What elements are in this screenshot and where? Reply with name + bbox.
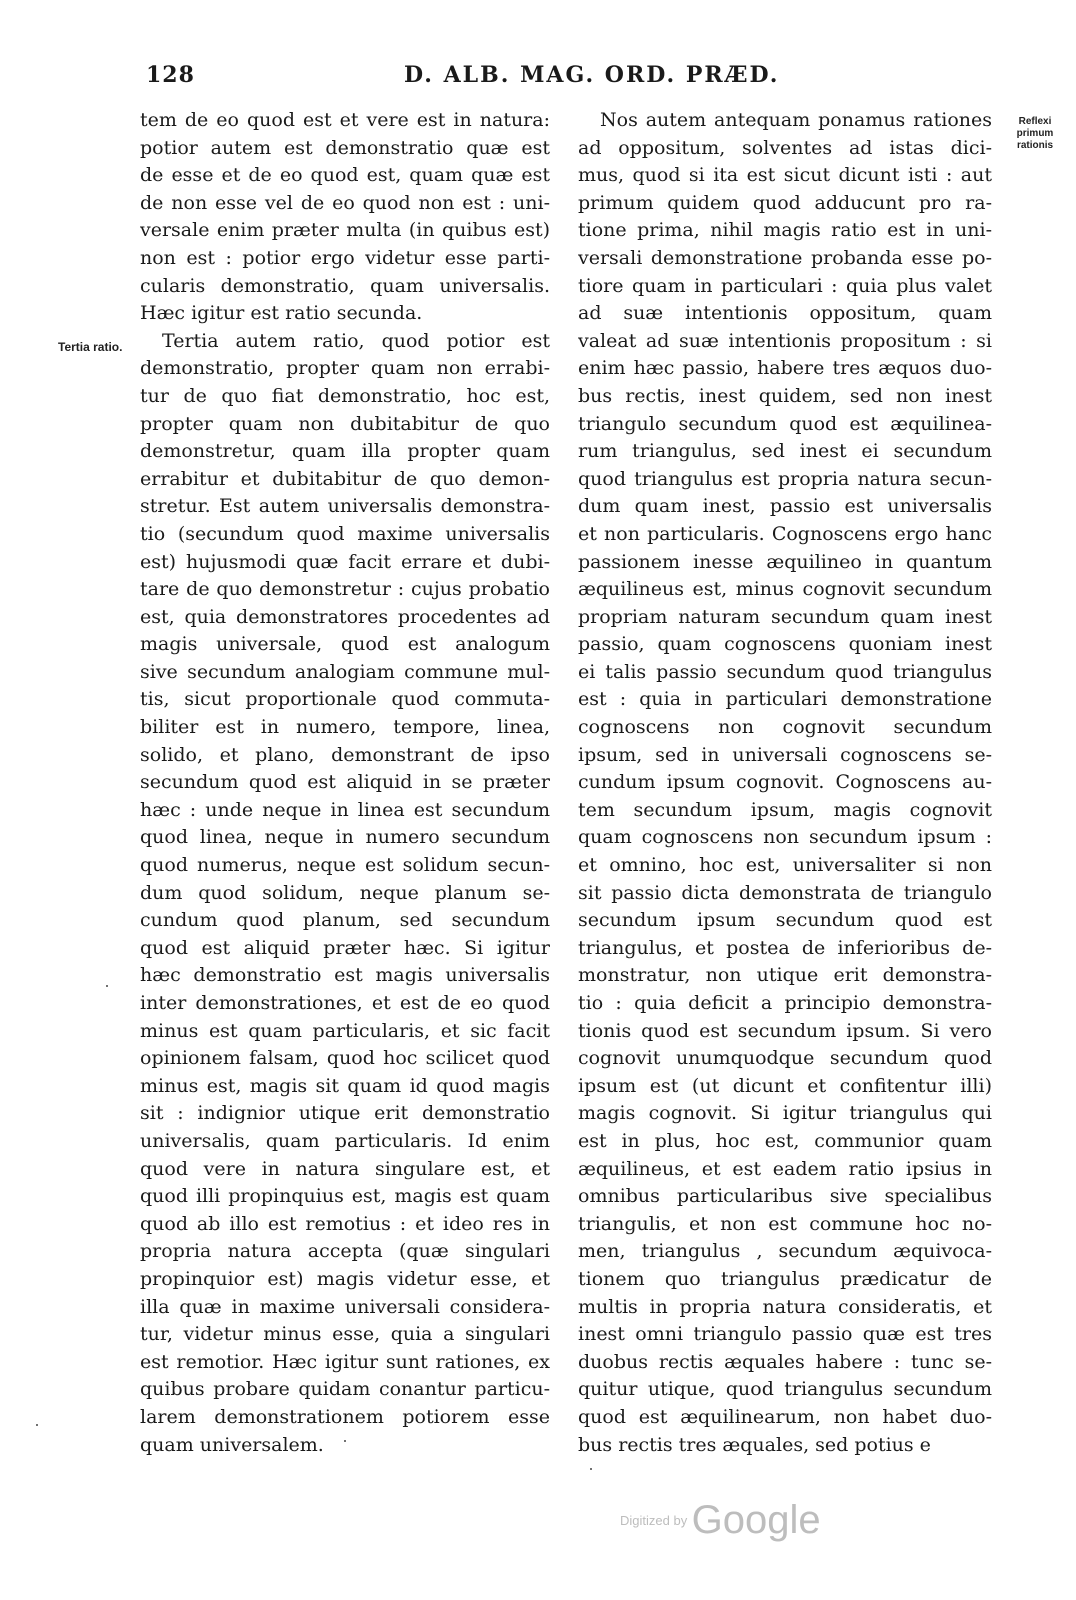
text-line: dum quam inest, passio est universalis [578,495,992,518]
text-line: secundum quod est aliquid in se præter [140,771,550,794]
text-line: monstratur, non utique erit demonstra- [578,964,992,987]
text-line: est) hujusmodi quæ facit errare et dubi- [140,550,550,573]
text-line: mus, quod si ita est sicut dicunt isti : aut [578,164,992,187]
text-line: quitur utique, quod triangulus secundum [578,1378,992,1401]
text-line: inest omni triangulo passio quæ est tres [578,1323,992,1346]
text-line: minus est quam particularis, et sic facit [140,1019,550,1042]
text-line: versale enim præter multa (in quibus est) [140,219,550,242]
right-text-column [578,107,992,1459]
text-line: tur, videtur minus esse, quia a singulari [140,1323,550,1346]
text-line: bus rectis, inest quidem, sed non inest [578,384,992,407]
text-line: primum quidem quod adducunt pro ra- [578,191,992,214]
text-line: secundum ipsum secundum quod est [578,909,992,932]
text-line: solido, et plano, demonstrant de ipso [140,743,550,766]
text-line: de esse et de eo quod est, quam quæ est [140,164,550,187]
text-line: tio (secundum quod maxime universalis [140,522,550,545]
text-line: multis in propria natura consideratis, et [578,1295,992,1318]
text-line: bus rectis tres æquales, sed potius e [578,1433,931,1456]
text-line: propriam naturam secundum quam inest [578,605,992,628]
text-line: passio, quam cognoscens quoniam inest [578,633,992,656]
text-line: non est : potior ergo videtur esse parti- [140,246,550,269]
scan-speck [590,1468,592,1470]
text-line: ad oppositum, solventes ad istas dici- [578,136,992,159]
text-line: errabitur et dubitabitur de quo demon- [140,467,550,490]
text-line: Nos autem antequam ponamus rationes [600,109,992,131]
text-line: quod est aliquid præter hæc. Si igitur [140,936,550,959]
text-line: quod linea, neque in numero secundum [140,826,550,849]
text-line: tio : quia deficit a principio demonstra- [578,992,992,1014]
text-line: inter demonstrationes, et est de eo quod [140,992,550,1014]
text-line: quod vere in natura singulare est, et [140,1157,550,1180]
text-line: et omnino, hoc est, universaliter si non [578,854,992,877]
text-line: tis, sicut proportionale quod commuta- [140,688,550,711]
text-line: quod ab illo est remotius : et ideo res in [140,1212,550,1235]
text-line: et non particularis. Cognoscens ergo hanc [578,522,992,545]
text-line: est remotior. Hæc igitur sunt rationes, ex [140,1350,550,1373]
margin-note-reflexi: Reflexi primum rationis [1016,116,1054,151]
text-line: rum triangulus, sed inest ei secundum [578,440,992,463]
text-line: quibus probare quidam conantur particu- [140,1378,550,1401]
text-line: opinionem falsam, quod hoc scilicet quod [140,1047,550,1070]
text-line: tionem quo triangulus prædicatur de [578,1267,992,1290]
text-line: quod numerus, neque est solidum secun- [140,854,550,877]
text-line: quod illi propinquius est, magis est quam [140,1185,550,1208]
text-line: cularis demonstratio, quam universalis. [140,274,550,297]
text-line: ei talis passio secundum quod triangulus [578,660,992,683]
text-line: cognoscens non cognovit secundum [578,716,992,739]
text-line: triangulis, et non est commune hoc no- [578,1212,992,1235]
digitized-by-google-watermark [620,1498,821,1543]
text-line: enim hæc passio, habere tres æquos duo- [578,357,992,380]
text-line: demonstretur, quam illa propter quam [140,440,550,463]
text-line: larem demonstrationem potiorem esse [140,1405,550,1428]
text-line: est in plus, hoc est, communior quam [578,1129,992,1152]
text-line: triangulus, et postea de inferioribus de- [578,936,992,959]
watermark-prefix: Digitized by [620,1513,688,1528]
page-number: 128 [146,62,195,88]
text-line: demonstratio, propter quam non errabi- [140,357,550,380]
text-line: magis cognovit. Si igitur triangulus qui [578,1102,992,1125]
text-line: tem de eo quod est et vere est in natura: [140,109,550,131]
text-line: quam universalem. [140,1433,324,1456]
text-line: cundum ipsum cognovit. Cognoscens au- [578,771,992,794]
text-line: versali demonstratione probanda esse po- [578,246,992,269]
scan-speck [36,1424,38,1426]
text-line: magis universale, quod est analogum [140,633,550,656]
text-line: stretur. Est autem universalis demonstra- [140,495,550,518]
text-line: duobus rectis æquales habere : tunc se- [578,1350,992,1373]
text-line: passionem inesse æquilineo in quantum [578,550,992,573]
scan-speck [106,985,108,987]
text-line: propter quam non dubitabitur de quo [140,412,550,435]
text-line: Tertia autem ratio, quod potior est [162,329,550,352]
text-line: tionis quod est secundum ipsum. Si vero [578,1019,992,1042]
text-line: æquilineus, et est eadem ratio ipsius in [578,1157,992,1180]
text-line: tiore quam in particulari : quia plus valet [578,274,992,297]
text-line: quod est æquilinearum, non habet duo- [578,1405,992,1428]
text-line: quod triangulus est propria natura secun- [578,467,992,490]
text-line: illa quæ in maxime universali considera- [140,1295,550,1318]
text-line: tione prima, nihil magis ratio est in uni- [578,219,992,242]
text-line: ipsum, sed in universali cognoscens se- [578,743,992,766]
text-line: ipsum est (ut dicunt et confitentur illi) [578,1074,992,1097]
text-line: cundum quod planum, sed secundum [140,909,550,932]
text-line: sit : indignior utique erit demonstratio [140,1102,550,1125]
running-head: D. ALB. MAG. ORD. PRÆD. [404,62,780,88]
text-line: tem secundum ipsum, magis cognovit [578,798,992,821]
text-line: triangulo secundum quod est æquilinea- [578,412,992,435]
text-line: quam cognoscens non secundum ipsum : [578,826,992,849]
text-line: minus est, magis sit quam id quod magis [140,1074,550,1097]
text-line: dum quod solidum, neque planum se- [140,881,550,904]
text-line: hæc : unde neque in linea est secundum [140,798,550,821]
text-line: men, triangulus , secundum æquivoca- [578,1240,992,1263]
text-line: propria natura accepta (quæ singulari [140,1240,550,1263]
text-line: sit passio dicta demonstrata de triangulo [578,881,992,904]
margin-note-tertia-ratio: Tertia ratio. [58,340,123,354]
text-line: omnibus particularibus sive specialibus [578,1185,992,1208]
text-line: æquilineus est, minus cognovit secundum [578,578,992,601]
text-line: hæc demonstratio est magis universalis [140,964,550,987]
text-line: Hæc igitur est ratio secunda. [140,302,423,325]
text-line: de non esse vel de eo quod non est : uni- [140,191,550,214]
scan-speck [344,1440,346,1442]
text-line: est : quia in particulari demonstratione [578,688,992,711]
text-line: potior autem est demonstratio quæ est [140,136,550,159]
text-line: est, quia demonstratores procedentes ad [140,605,550,628]
text-line: valeat ad suæ intentionis propositum : si [578,329,992,352]
text-line: biliter est in numero, tempore, linea, [140,716,550,739]
text-line: propinquior est) magis videtur esse, et [140,1267,550,1290]
text-line: sive secundum analogiam commune mul- [140,660,550,683]
left-text-column [140,107,550,1459]
text-line: universalis, quam particularis. Id enim [140,1129,550,1152]
text-line: ad suæ intentionis oppositum, quam [578,302,992,325]
text-line: tare de quo demonstretur : cujus probatio [140,578,550,601]
google-logo: Google [691,1498,821,1542]
text-line: tur de quo fiat demonstratio, hoc est, [140,384,550,407]
text-line: cognovit unumquodque secundum quod [578,1047,992,1070]
